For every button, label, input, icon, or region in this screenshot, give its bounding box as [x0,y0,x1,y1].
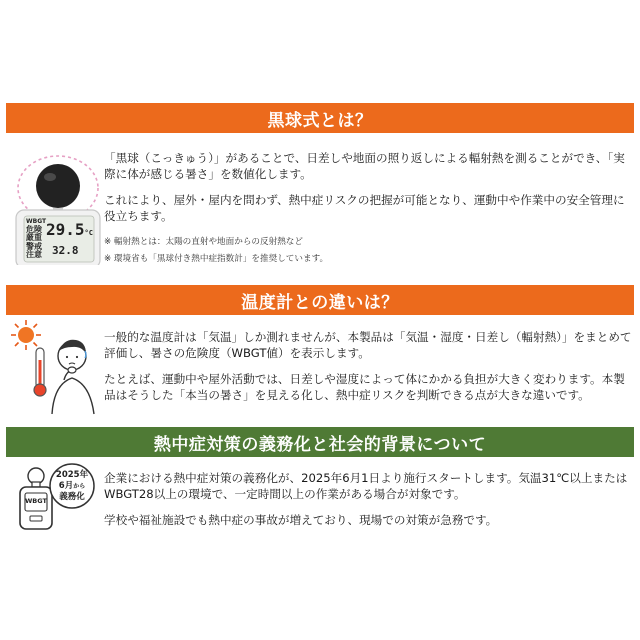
device-label: WBGT [26,218,47,225]
section-banner-black-globe [6,103,634,133]
section2-paragraph: 一般的な温度計は「気温」しか測れませんが、本製品は「気温・湿度・日差し（輻射熱）」をまとめて評価し、暑さの危険度（WBGT値）を表示します。 [104,330,632,360]
section1-body [104,150,634,234]
section-title: 温度計との違いは？ [241,292,399,313]
section1-notes [104,236,634,266]
mandate-badge-illustration [8,462,100,532]
section3-body [104,470,634,538]
device-level-text: 注意 [26,250,42,260]
badge-month-suffix: から [73,483,86,490]
section1-paragraph: これにより、屋外・屋内を問わず、熱中症リスクの把握が可能となり、運動中や作業中の安全管理に役立ちます。 [104,193,625,223]
device-reading-sub: 32.8 [52,244,79,257]
note-line: ※ 環境省も「黒球付き熱中症指数計」を推奨しています。 [104,254,329,264]
section3-paragraph: 企業における熱中症対策の義務化が、2025年6月1日より施行スタートします。気温31℃以上またはWBGT28以上の環境で、一定時間以上の作業がある場合が対象です。 [104,471,628,501]
device-level-column [26,226,46,260]
section2-body [104,329,634,413]
section-title: 熱中症対策の義務化と社会的背景について [153,434,487,455]
black-globe-meter-illustration [6,150,102,265]
device-reading-value: 29.5 [46,220,85,239]
badge-word: 義務化 [59,492,85,502]
section2-paragraph: たとえば、運動中や屋外活動では、日差しや湿度によって体にかかる負担が大きく変わります。本製品はそうした「本当の暑さ」を見える化し、熱中症リスクを判断できる点が大きな違いです。 [104,372,625,402]
section3-paragraph: 学校や福祉施設でも熱中症の事故が増えており、現場での対策が急務です。 [104,513,498,527]
badge-year: 2025年 [55,470,89,480]
section-title: 黒球式とは？ [267,110,373,131]
badge-month-number: 6月 [58,481,74,491]
device-level-text: 警戒 [26,241,42,251]
section1-paragraph: 「黒球（こっきゅう）」があることで、日差しや地面の照り返しによる輻射熱を測ることができ、「実際に体が感じる暑さ」を数値化します。 [104,151,625,181]
section-banner-thermometer-difference [6,285,634,315]
section-banner-mandate-background [6,427,634,457]
device-level-text: 厳重 [26,233,42,243]
badge-month [50,481,94,492]
hot-person-illustration [6,318,98,418]
note-line: ※ 輻射熱とは：太陽の直射や地面からの反射熱など [104,237,303,247]
mandate-badge-text [50,470,94,503]
device-reading-main [46,220,93,239]
device-reading-unit: °C [84,229,93,237]
device-level-text: 危険 [26,225,42,234]
device-screen-label: WBGT [25,497,47,505]
sun-thermometer-person-icon [6,318,98,418]
